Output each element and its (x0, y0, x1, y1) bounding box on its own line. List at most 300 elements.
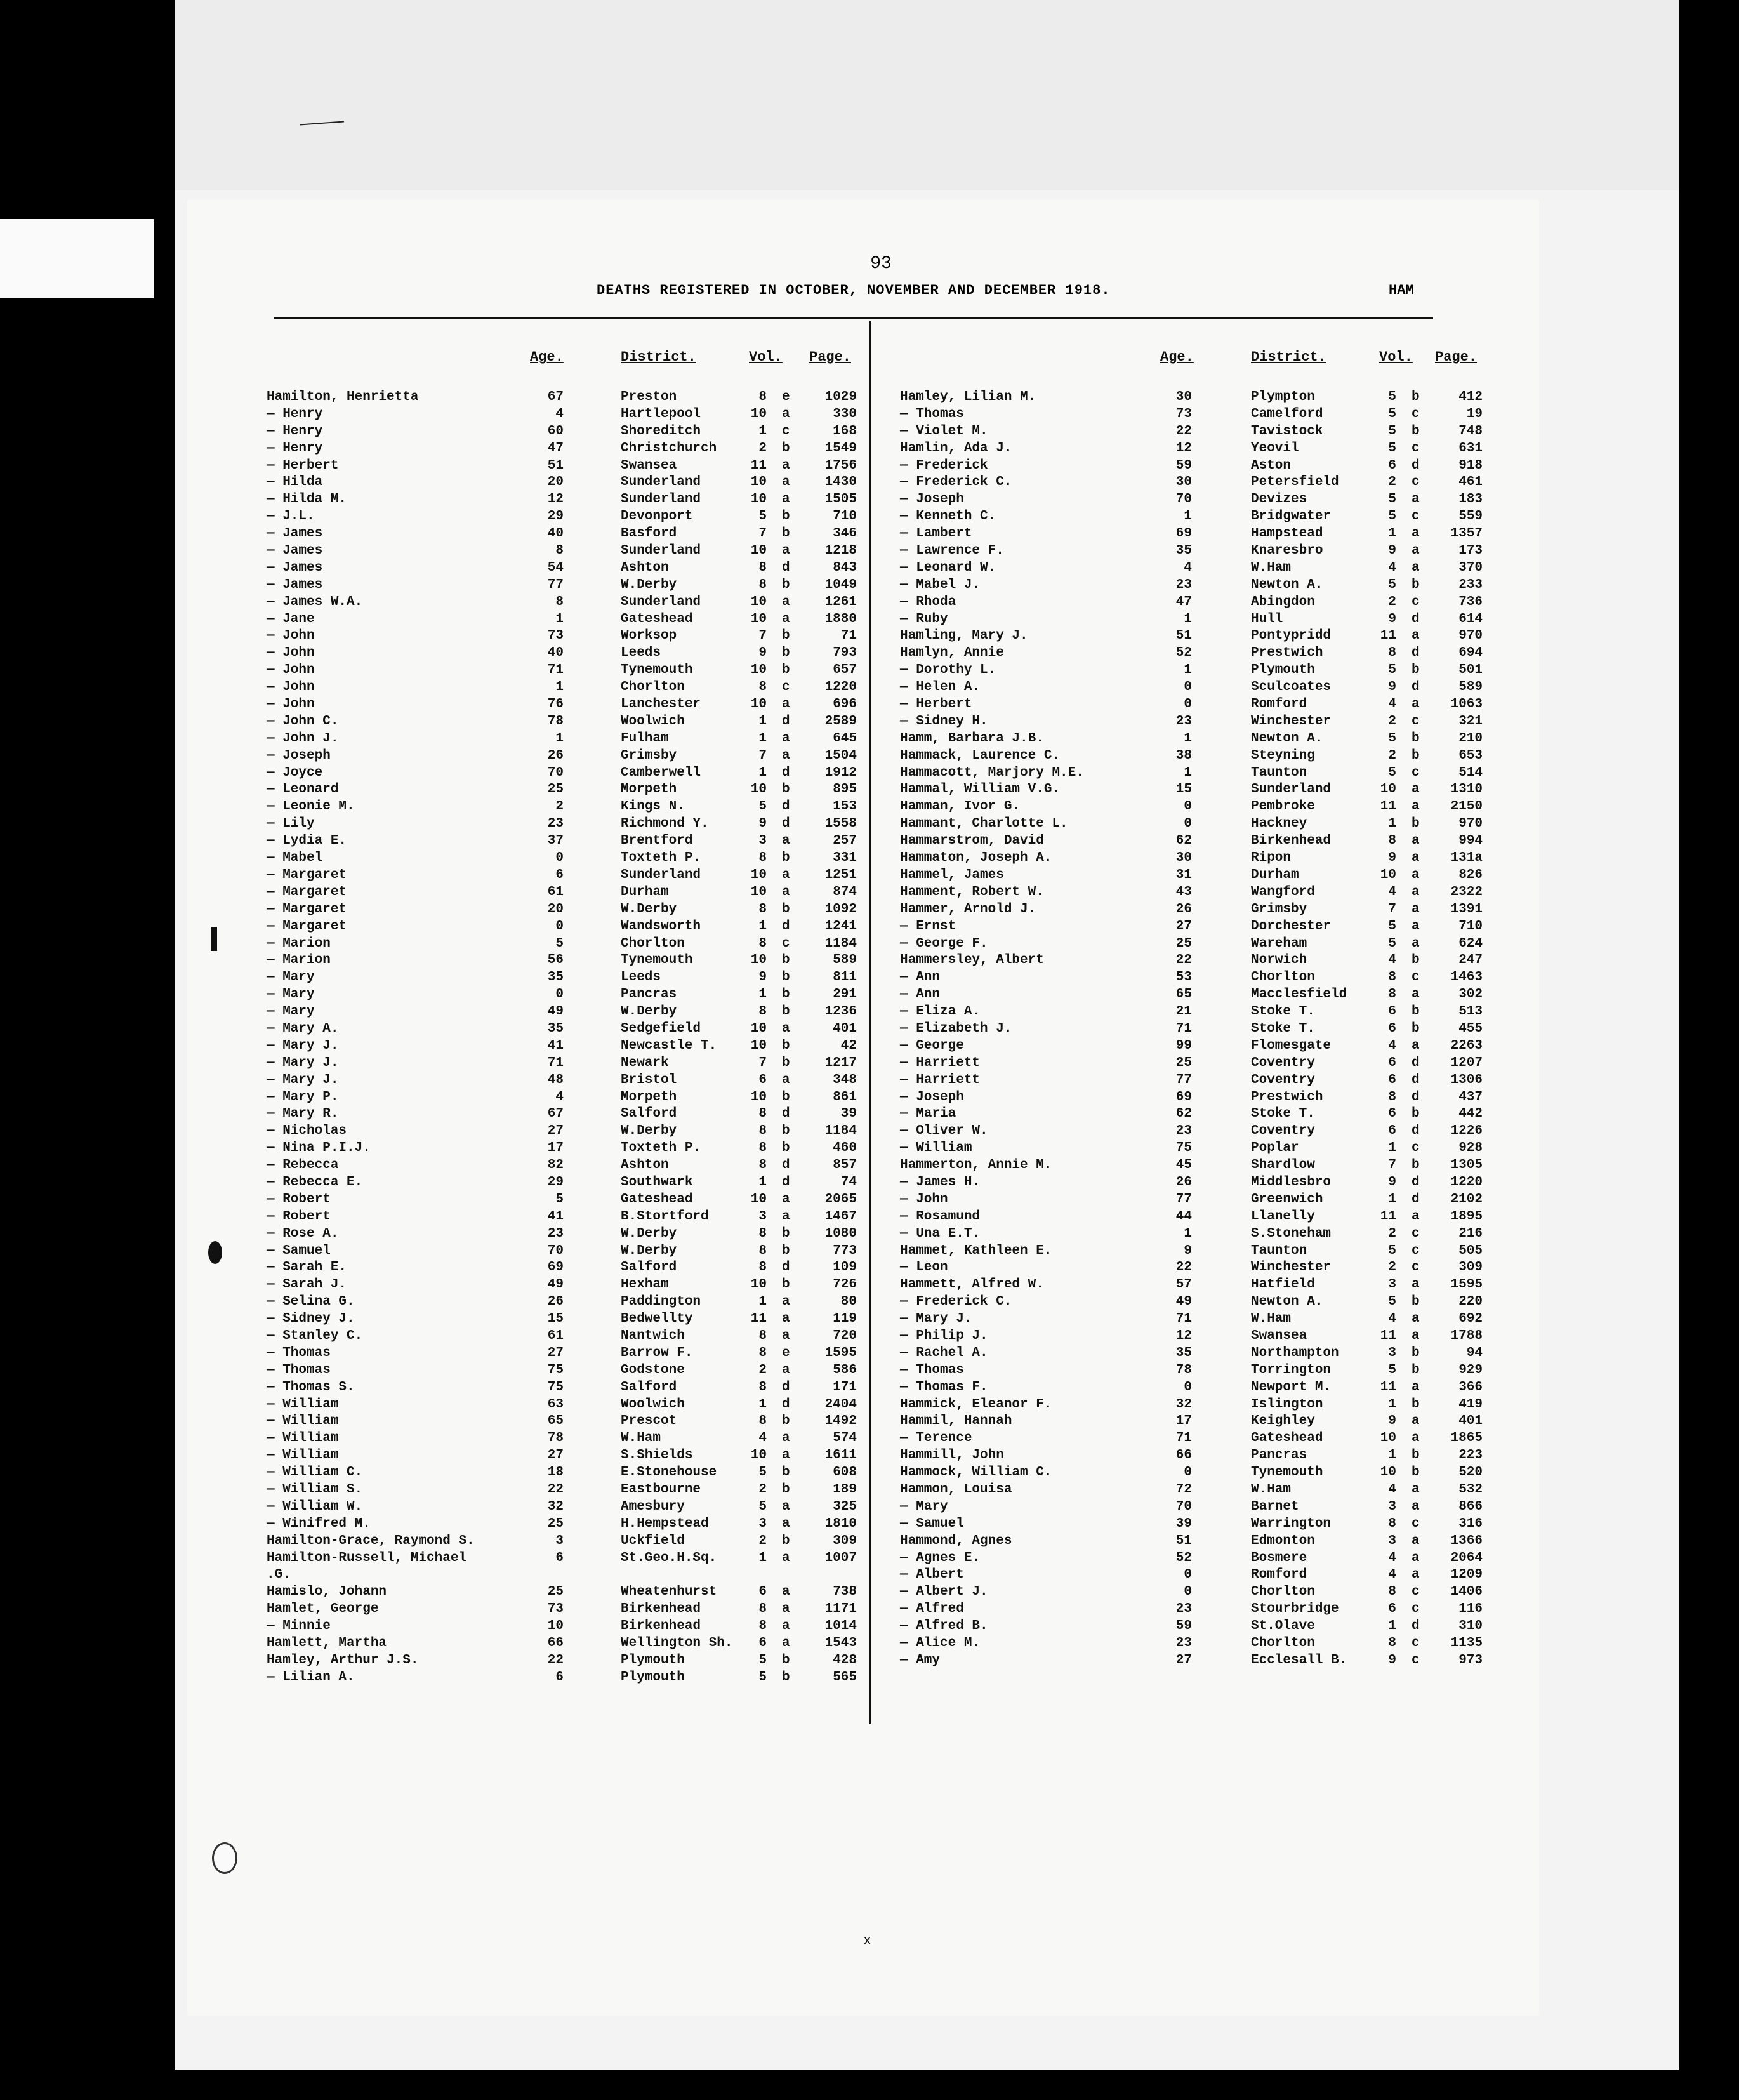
entry-page: 1305 (1450, 1158, 1483, 1173)
entry-age: 40 (547, 526, 564, 542)
entry-letter: b (782, 646, 790, 661)
entry-district: Steyning (1251, 748, 1315, 763)
entry-name: — Thomas (267, 1345, 331, 1360)
entry-age: 70 (547, 1243, 564, 1258)
entry-vol: 8 (1388, 970, 1396, 985)
entry-district: S.Stoneham (1251, 1226, 1332, 1241)
entry-name: — Alfred B. (900, 1619, 988, 1634)
entry-name: — Leonie M. (267, 799, 355, 814)
entry-vol: 10 (750, 1448, 767, 1463)
entry-vol: 5 (1388, 1362, 1396, 1378)
entry-age: 71 (1175, 1312, 1192, 1327)
entry-letter: a (782, 475, 790, 490)
entry-name: — Thomas (900, 406, 964, 422)
entry-district: Tavistock (1251, 423, 1323, 439)
entry-age: 6 (555, 1550, 564, 1565)
entry-district: Barrow F. (621, 1345, 693, 1360)
entry-age: 73 (547, 1602, 564, 1617)
entry-name: — George (900, 1038, 964, 1053)
entry-letter: a (782, 543, 790, 559)
entry-vol: 10 (750, 406, 767, 422)
entry-page: 586 (833, 1362, 857, 1378)
entry-vol: 10 (750, 1021, 767, 1036)
entry-letter: b (1412, 1021, 1420, 1036)
entry-district: Newton A. (1251, 577, 1323, 592)
page-header: Page. (1435, 349, 1478, 365)
entry-vol: 11 (1380, 628, 1396, 644)
entry-letter: a (1412, 1209, 1420, 1224)
entry-page: 514 (1458, 765, 1483, 780)
entry-letter: c (1412, 765, 1420, 780)
entry-district: Coventry (1251, 1072, 1315, 1087)
page-header: Page. (809, 349, 852, 365)
entry-district: Birkenhead (621, 1619, 701, 1634)
entry-age: 62 (1175, 1106, 1192, 1122)
entry-page: 720 (833, 1328, 857, 1343)
entry-vol: 5 (1388, 1294, 1396, 1310)
entry-page: 2150 (1450, 799, 1483, 814)
entry-name: Hamilton-Grace, Raymond S. (267, 1533, 475, 1548)
entry-district: Ashton (621, 1158, 669, 1173)
entry-district: Plymouth (621, 1652, 685, 1668)
entry-name: — John J. (267, 731, 339, 746)
entry-vol: 3 (1388, 1533, 1396, 1548)
entry-page: 1430 (824, 475, 857, 490)
entry-name: — Herbert (900, 697, 972, 712)
page-number: 93 (870, 254, 892, 274)
entry-page: 2102 (1450, 1192, 1483, 1207)
entry-vol: 10 (750, 611, 767, 627)
entry-page: 826 (1458, 867, 1483, 882)
entry-vol: 8 (758, 1328, 767, 1343)
entry-page: 210 (1458, 731, 1483, 746)
entry-age: 0 (1184, 799, 1192, 814)
entry-letter: d (782, 1260, 790, 1275)
entry-vol: 9 (1388, 1652, 1396, 1668)
entry-age: 27 (1175, 1652, 1192, 1668)
entry-page: 874 (833, 884, 857, 900)
entry-age: 61 (547, 884, 564, 900)
entry-page: 1611 (824, 1448, 857, 1463)
entry-letter: a (782, 1585, 790, 1600)
entry-age: 18 (547, 1465, 564, 1480)
entry-vol: 8 (1388, 1636, 1396, 1651)
entry-vol: 4 (1388, 884, 1396, 900)
entry-district: Preston (621, 390, 677, 404)
entry-letter: a (1412, 560, 1420, 575)
entry-district: Tynemouth (621, 953, 693, 968)
entry-district: Stoke T. (1251, 1021, 1315, 1036)
entry-vol: 4 (1388, 560, 1396, 575)
entry-name: — Sidney J. (267, 1312, 355, 1327)
entry-letter: d (782, 919, 790, 934)
entry-district: Wareham (1251, 936, 1307, 951)
entry-letter: b (782, 782, 790, 797)
entry-letter: a (782, 1602, 790, 1617)
entry-age: 23 (547, 816, 564, 832)
entry-age: 17 (547, 1141, 564, 1156)
entry-district: St.Geo.H.Sq. (621, 1550, 717, 1565)
entry-name: — Oliver W. (900, 1124, 988, 1139)
entry-district: Birkenhead (621, 1602, 701, 1617)
entry-name: Hamment, Robert W. (900, 884, 1044, 900)
entry-page: 1171 (824, 1602, 857, 1617)
entry-page: 736 (1458, 594, 1483, 609)
entry-age: 1 (555, 611, 564, 627)
entry-name: — William W. (267, 1499, 363, 1514)
entry-vol: 10 (750, 475, 767, 490)
entry-age: 30 (1175, 475, 1192, 490)
entry-page: 330 (833, 406, 857, 422)
entry-page: 419 (1458, 1397, 1483, 1412)
entry-age: 52 (1175, 1550, 1192, 1565)
entry-page: 565 (833, 1670, 857, 1685)
entry-district: Tynemouth (1251, 1465, 1323, 1480)
entry-name: — Stanley C. (267, 1328, 363, 1343)
entry-letter: c (1412, 1585, 1420, 1600)
entry-name: — Mabel J. (900, 577, 981, 592)
entry-name: — Lydia E. (267, 834, 347, 849)
entry-vol: 9 (758, 646, 767, 661)
entry-district: Amesbury (621, 1499, 685, 1514)
entry-letter: d (1412, 1192, 1420, 1207)
entry-district: Plympton (1251, 390, 1315, 404)
entry-age: 23 (1175, 1636, 1192, 1651)
entry-name: Hammack, Laurence C. (900, 748, 1061, 763)
entry-letter: b (782, 1141, 790, 1156)
entry-page: 861 (833, 1089, 857, 1105)
entry-name: — William (267, 1414, 339, 1429)
entry-district: Gateshead (621, 611, 693, 627)
entry-district: Sunderland (1251, 782, 1332, 797)
entry-page: 302 (1458, 987, 1483, 1002)
entry-letter: a (1412, 1038, 1420, 1053)
entry-district: Newport M. (1251, 1379, 1332, 1395)
entry-district: Stourbridge (1251, 1602, 1339, 1617)
entry-vol: 1 (1388, 1141, 1396, 1156)
entry-page: 773 (833, 1243, 857, 1258)
entry-name: — Sarah E. (267, 1260, 347, 1275)
entry-age: 26 (1175, 901, 1192, 917)
entry-page: 1865 (1450, 1431, 1483, 1446)
entry-vol: 11 (1380, 1379, 1396, 1395)
entry-age: 75 (1175, 1141, 1192, 1156)
entry-vol: 5 (758, 1465, 767, 1480)
entry-vol: 10 (750, 884, 767, 900)
entry-page: 1895 (1450, 1209, 1483, 1224)
entry-district: Chorlton (1251, 970, 1315, 985)
entry-age: 40 (547, 646, 564, 661)
entry-age: 63 (547, 1397, 564, 1412)
entry-name: — Frederick (900, 458, 988, 473)
entry-age: 29 (547, 509, 564, 524)
entry-letter: a (782, 1362, 790, 1378)
entry-name: — George F. (900, 936, 988, 951)
entry-page: 291 (833, 987, 857, 1002)
entry-vol: 10 (1380, 782, 1396, 797)
entry-age: 82 (547, 1158, 564, 1173)
entry-page: 1220 (824, 680, 857, 695)
entry-district: Uckfield (621, 1533, 685, 1548)
entry-vol: 9 (1388, 543, 1396, 559)
entry-letter: b (1412, 1397, 1420, 1412)
entry-vol: 9 (1388, 611, 1396, 627)
entry-age: 32 (1175, 1397, 1192, 1412)
entry-district: Yeovil (1251, 441, 1299, 456)
entry-age: 23 (547, 1226, 564, 1241)
entry-letter: b (1412, 1362, 1420, 1378)
entry-age: 15 (1175, 782, 1192, 797)
entry-page: 513 (1458, 1004, 1483, 1020)
entry-letter: b (782, 1533, 790, 1548)
entry-name: — Marion (267, 953, 331, 968)
entry-page: 1251 (824, 867, 857, 882)
entry-vol: 2 (1388, 1226, 1396, 1241)
entry-vol: 5 (1388, 1243, 1396, 1258)
entry-name: Hamm, Barbara J.B. (900, 731, 1044, 746)
entry-district: Newark (621, 1055, 669, 1070)
entry-page: 1504 (824, 748, 857, 763)
entry-vol: 1 (1388, 1619, 1396, 1634)
entry-letter: b (1412, 748, 1420, 763)
entry-district: Coventry (1251, 1055, 1315, 1070)
entry-district: Salford (621, 1260, 677, 1275)
entry-page: 653 (1458, 748, 1483, 763)
entry-page: 370 (1458, 560, 1483, 575)
entry-page: 19 (1466, 406, 1483, 422)
entry-vol: 8 (758, 851, 767, 866)
entry-vol: 1 (758, 919, 767, 934)
entry-district: Hampstead (1251, 526, 1323, 542)
entry-age: 2 (555, 799, 564, 814)
entry-page: 694 (1458, 646, 1483, 661)
entry-letter: c (1412, 509, 1420, 524)
entry-letter: a (1412, 884, 1420, 900)
entry-district: Ecclesall B. (1251, 1652, 1347, 1668)
entry-name: — Harriett (900, 1055, 981, 1070)
entry-name: — Joseph (900, 492, 964, 507)
entry-letter: c (1412, 441, 1420, 456)
entry-letter: a (782, 594, 790, 609)
entry-vol: 6 (758, 1585, 767, 1600)
entry-letter: a (1412, 987, 1420, 1002)
entry-vol: 8 (1388, 1089, 1396, 1105)
entry-name: — John (267, 646, 315, 661)
entry-district: Hexham (621, 1277, 669, 1293)
entry-district: W.Derby (621, 577, 677, 592)
entry-age: 0 (1184, 1567, 1192, 1583)
entry-page: 574 (833, 1431, 857, 1446)
entry-vol: 11 (1380, 1209, 1396, 1224)
entry-age: 69 (1175, 526, 1192, 542)
entry-name: — Rebecca (267, 1158, 339, 1173)
entry-age: 73 (1175, 406, 1192, 422)
entry-page: 171 (833, 1379, 857, 1395)
entry-vol: 10 (750, 953, 767, 968)
entry-letter: b (782, 901, 790, 917)
entry-vol: 8 (758, 1414, 767, 1429)
entry-vol: 8 (1388, 1516, 1396, 1531)
entry-age: 78 (547, 714, 564, 729)
entry-page: 710 (833, 509, 857, 524)
entry-page: 119 (833, 1312, 857, 1327)
entry-district: Pontypridd (1251, 628, 1332, 644)
entry-vol: 5 (1388, 936, 1396, 951)
entry-district: Stoke T. (1251, 1004, 1315, 1020)
entry-name: — William (267, 1448, 339, 1463)
entry-name: Hamlyn, Annie (900, 646, 1004, 661)
entry-vol: 5 (1388, 441, 1396, 456)
entry-age: 71 (1175, 1021, 1192, 1036)
entry-page: 624 (1458, 936, 1483, 951)
entry-district: S.Shields (621, 1448, 693, 1463)
entry-letter: b (782, 1038, 790, 1053)
entry-page: 401 (833, 1021, 857, 1036)
entry-page: 2322 (1450, 884, 1483, 900)
entry-page: 2589 (824, 714, 857, 729)
entry-name: — Thomas (267, 1362, 331, 1378)
entry-age: 26 (547, 1294, 564, 1310)
entry-page: 1595 (1450, 1277, 1483, 1293)
entry-page: 1241 (824, 919, 857, 934)
entry-vol: 10 (750, 543, 767, 559)
entry-name: Hammock, William C. (900, 1465, 1052, 1480)
entry-page: 216 (1458, 1226, 1483, 1241)
entry-age: 47 (547, 441, 564, 456)
entry-age: 22 (1175, 423, 1192, 439)
entry-age: 0 (1184, 697, 1192, 712)
entry-vol: 10 (750, 1038, 767, 1053)
entry-age: 25 (547, 1585, 564, 1600)
entry-name: — Mary (267, 987, 315, 1002)
margin-mark (211, 927, 217, 951)
entry-name: — William (267, 1431, 339, 1446)
entry-name: Hammel, James (900, 867, 1004, 882)
entry-letter: a (782, 834, 790, 849)
entry-name: — James (267, 526, 323, 542)
entry-district: Newton A. (1251, 731, 1323, 746)
entry-age: 54 (547, 560, 564, 575)
entry-vol: 9 (1388, 680, 1396, 695)
entry-vol: 8 (758, 1602, 767, 1617)
entry-letter: b (1412, 577, 1420, 592)
entry-letter: a (1412, 697, 1420, 712)
entry-name: — Una E.T. (900, 1226, 981, 1241)
entry-district: Chorlton (1251, 1636, 1315, 1651)
entry-age: 38 (1175, 748, 1192, 763)
entry-vol: 9 (1388, 1174, 1396, 1190)
entry-vol: 4 (1388, 1550, 1396, 1565)
entry-letter: c (1412, 1226, 1420, 1241)
entry-vol: 8 (758, 1158, 767, 1173)
page-title: DEATHS REGISTERED IN OCTOBER, NOVEMBER AND DECEMBER 1918. (597, 282, 1111, 298)
entry-page: 321 (1458, 714, 1483, 729)
entry-district: Romford (1251, 697, 1307, 712)
entry-age: 8 (555, 543, 564, 559)
entry-name: — Ann (900, 970, 941, 985)
entry-district: Abingdon (1251, 594, 1315, 609)
entry-name: — James (267, 577, 323, 592)
entry-district: Winchester (1251, 1260, 1332, 1275)
entry-district: Fulham (621, 731, 669, 746)
entry-age: 12 (547, 492, 564, 507)
entry-name: — Harriett (900, 1072, 981, 1087)
entry-age: 67 (547, 1106, 564, 1122)
entry-vol: 10 (750, 867, 767, 882)
entry-district: Knaresbro (1251, 543, 1323, 559)
entry-page: 1505 (824, 492, 857, 507)
entry-age: 4 (555, 1089, 564, 1105)
entry-district: Bosmere (1251, 1550, 1307, 1565)
entry-letter: a (1412, 628, 1420, 644)
entry-age: 62 (1175, 834, 1192, 849)
entry-age: 0 (1184, 1465, 1192, 1480)
entry-vol: 6 (1388, 1124, 1396, 1139)
entry-letter: d (782, 1158, 790, 1173)
entry-name: Hamlet, George (267, 1602, 379, 1617)
entry-district: Ripon (1251, 851, 1292, 866)
entry-page: 1135 (1450, 1636, 1483, 1651)
entry-age: 30 (1175, 390, 1192, 404)
entry-age: 77 (547, 577, 564, 592)
entry-vol: 6 (1388, 1004, 1396, 1020)
entry-name: — Henry (267, 423, 323, 439)
entry-letter: d (782, 799, 790, 814)
entry-name: — Leon (900, 1260, 948, 1275)
entry-name: — Rebecca E. (267, 1174, 363, 1190)
entry-district: Godstone (621, 1362, 685, 1378)
entry-letter: d (1412, 1089, 1420, 1105)
entry-letter: b (1412, 731, 1420, 746)
age-header: Age. (1160, 349, 1194, 365)
entry-letter: b (1412, 1106, 1420, 1122)
entry-name: — Mary (900, 1499, 948, 1514)
entry-name: — Lawrence F. (900, 543, 1004, 559)
entry-vol: 10 (750, 782, 767, 797)
entry-vol: 10 (1380, 867, 1396, 882)
entry-page: 1029 (824, 390, 857, 404)
entry-page: 608 (833, 1465, 857, 1480)
entry-vol: 7 (1388, 901, 1396, 917)
entry-age: 31 (1175, 867, 1192, 882)
entry-letter: b (782, 953, 790, 968)
entry-district: Lanchester (621, 697, 701, 712)
entry-age: 53 (1175, 970, 1192, 985)
entry-vol: 2 (1388, 475, 1396, 490)
entry-age: 47 (1175, 594, 1192, 609)
entry-letter: a (782, 867, 790, 882)
entry-letter: a (782, 1636, 790, 1651)
entry-page: 346 (833, 526, 857, 542)
entry-name: — Ernst (900, 919, 956, 934)
entry-page: 1306 (1450, 1072, 1483, 1087)
entry-letter: a (1412, 1567, 1420, 1583)
entry-age: 0 (1184, 1585, 1192, 1600)
entry-page: 793 (833, 646, 857, 661)
entry-page: 168 (833, 423, 857, 439)
entry-letter: a (782, 1209, 790, 1224)
footer-mark: x (863, 1933, 872, 1949)
entry-name: Hammal, William V.G. (900, 782, 1061, 797)
entry-name: — Henry (267, 406, 323, 422)
entry-name: — Thomas (900, 1362, 964, 1378)
entry-age: 6 (555, 1670, 564, 1685)
entry-page: 309 (1458, 1260, 1483, 1275)
entry-vol: 11 (750, 1312, 767, 1327)
entry-letter: a (1412, 834, 1420, 849)
entry-name: — Alice M. (900, 1636, 981, 1651)
entry-age: 1 (555, 680, 564, 695)
